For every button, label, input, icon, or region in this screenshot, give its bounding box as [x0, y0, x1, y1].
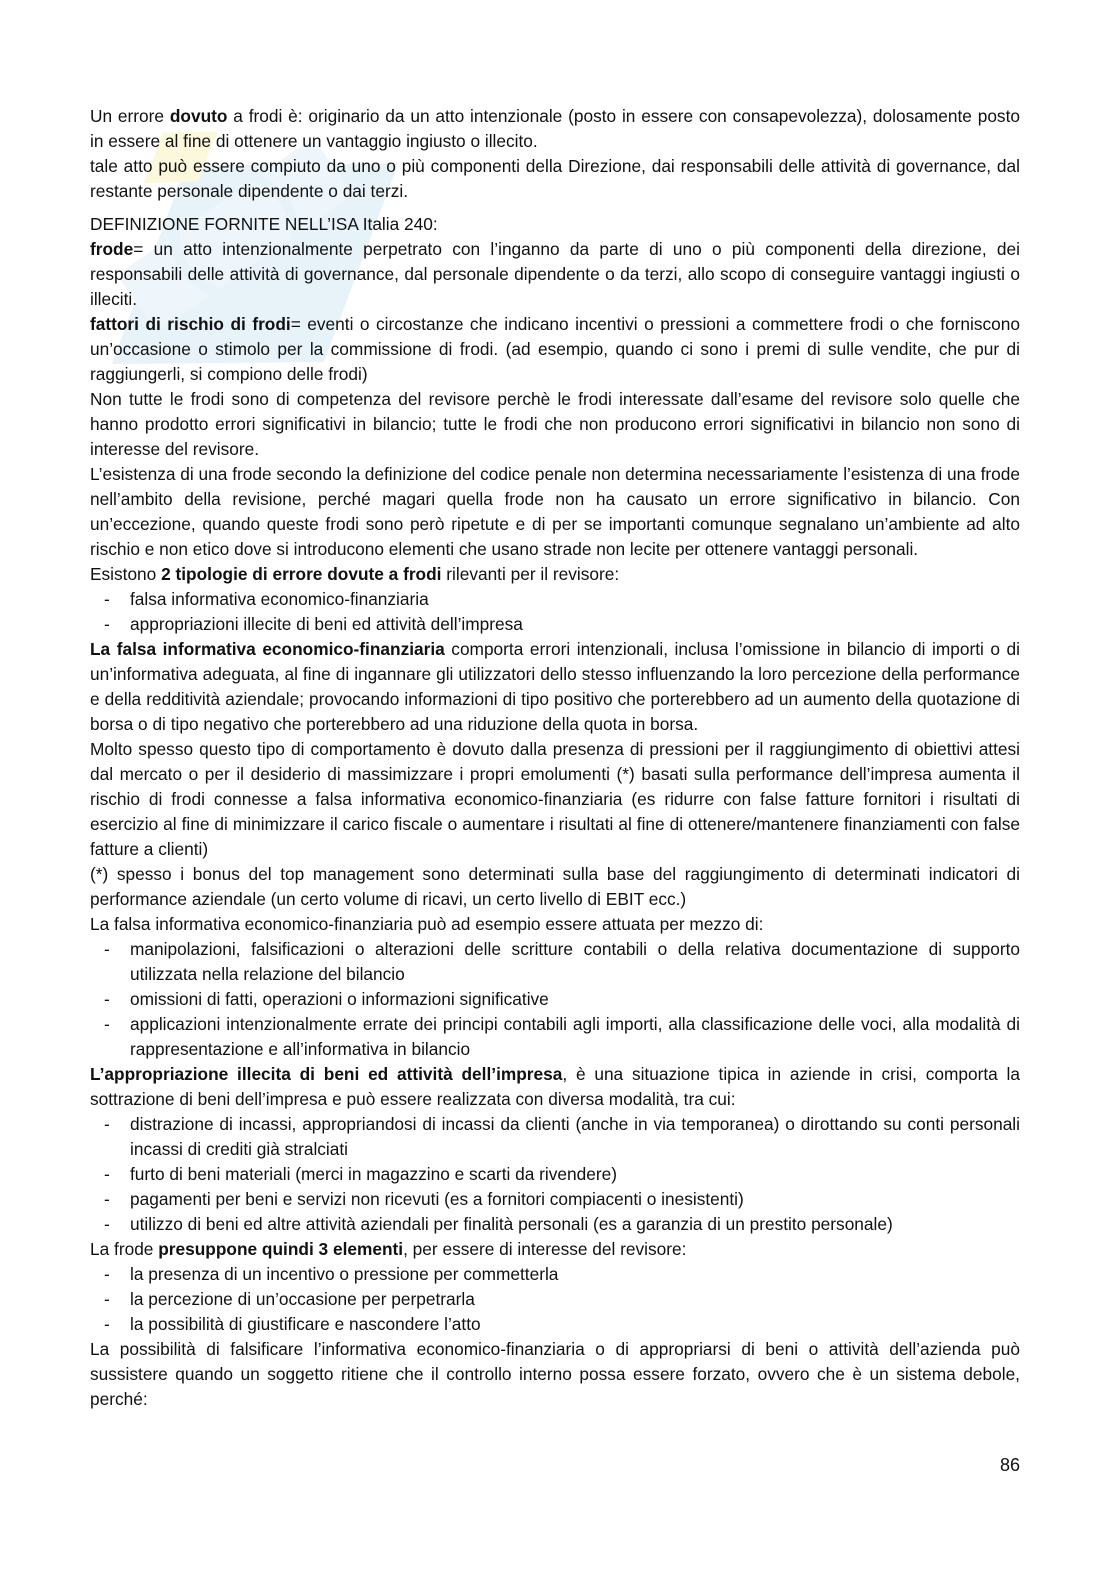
- paragraph: [90, 212, 1020, 237]
- text-run: La frode: [90, 1239, 159, 1259]
- text-run: a frodi è: originario da un atto intenzionale (posto in essere con consapevolezza), dolosamente posto in essere al fine di ottenere un vantaggio ingiusto o illecito.: [90, 106, 1020, 151]
- bold-text-run: presuppone quindi 3 elementi: [158, 1239, 404, 1259]
- text-run: tale atto può essere compiuto da uno o più componenti della Direzione, dai responsabili delle attività di governance, dal restante personale dipendente o dai terzi.: [90, 156, 1020, 201]
- text-run: L’esistenza di una frode secondo la definizione del codice penale non determina necessariamente l’esistenza di una frode nell’ambito della revisione, perché magari quella frode non ha causato un errore significativo in bilancio. Con un’eccezione, quando queste frodi sono però ripetute e di per se importanti comunque segnalano un’ambiente ad alto rischio e non etico dove si introducono elementi che usano strade non lecite per ottenere vantaggi personali.: [90, 464, 1020, 559]
- text-run: = eventi o circostanze che indicano incentivi o pressioni a commettere frodi o che forniscono un’occasione o stimolo per la commissione di frodi. (ad esempio, quando ci sono i premi di sulle vendite, che pur di raggiungerli, si compiono delle frodi): [90, 314, 1020, 384]
- dash-list: [90, 1262, 1020, 1337]
- text-run: comporta errori intenzionali, inclusa l’omissione in bilancio di importi o di un’informativa adeguata, al fine di ingannare gli utilizzatori dello stesso influenzando la loro percezione della performance e della redditività aziendale; provocando informazioni di tipo positivo che porterebbero ad un aumento della quotazione di borsa o di tipo negativo che porterebbero ad una riduzione della quota in borsa.: [90, 639, 1020, 734]
- page-number: 86: [999, 1455, 1020, 1475]
- paragraph: [90, 912, 1020, 937]
- list-item: - appropriazioni illecite di beni ed attività dell’impresa: [90, 612, 1020, 637]
- text-run: , per essere di interesse del revisore:: [403, 1239, 687, 1259]
- text-run: rilevanti per il revisore:: [441, 564, 620, 584]
- paragraph: [90, 387, 1020, 462]
- list-item: - pagamenti per beni e servizi non ricevuti (es a fornitori compiacenti o inesistenti): [90, 1187, 1020, 1212]
- paragraph: [90, 104, 1020, 154]
- paragraph: [90, 1337, 1020, 1412]
- paragraph: [90, 562, 1020, 587]
- paragraph: [90, 737, 1020, 862]
- list-item: - manipolazioni, falsificazioni o alterazioni delle scritture contabili o della relativa documentazione di supporto utilizzata nella relazione del bilancio: [90, 937, 1020, 987]
- bold-text-run: fattori di rischio di frodi: [90, 314, 291, 334]
- text-run: Molto spesso questo tipo di comportamento è dovuto dalla presenza di pressioni per il raggiungimento di obiettivi attesi dal mercato o per il desiderio di massimizzare i propri emolumenti (*) basati sulla performance dell’impresa aumenta il rischio di frodi connesse a falsa informativa economico-finanziaria (es ridurre con false fatture fornitori i risultati di esercizio al fine di minimizzare il carico fiscale o aumentare i risultati al fine di ottenere/mantenere finanziamenti con false fatture a clienti): [90, 739, 1020, 859]
- list-item: - applicazioni intenzionalmente errate dei principi contabili agli importi, alla classificazione delle voci, alla modalità di rappresentazione e all’informativa in bilancio: [90, 1012, 1020, 1062]
- dash-list: [90, 1112, 1020, 1237]
- text-run: = un atto intenzionalmente perpetrato con l’inganno da parte di uno o più componenti della direzione, dei responsabili delle attività di governance, dal personale dipendente o da terzi, allo scopo di conseguire vantaggi ingiusti o illeciti.: [90, 239, 1020, 309]
- bold-text-run: dovuto: [169, 106, 228, 126]
- bold-text-run: L’appropriazione illecita di beni ed attività dell’impresa: [90, 1064, 563, 1084]
- text-run: Esistono: [90, 564, 162, 584]
- text-run: Un errore: [90, 106, 170, 126]
- text-run: , è una situazione tipica in aziende in crisi, comporta la sottrazione di beni dell’impresa e può essere realizzata con diversa modalità, tra cui:: [90, 1064, 1021, 1109]
- text-run: La possibilità di falsificare l’informativa economico-finanziaria o di appropriarsi di beni o attività dell’azienda può sussistere quando un soggetto ritiene che il controllo interno possa essere forzato, ovvero che è un sistema debole, perché:: [90, 1339, 1020, 1409]
- paragraph: [90, 154, 1020, 204]
- list-item: - falsa informativa economico-finanziaria: [90, 587, 1020, 612]
- list-item: - la percezione di un’occasione per perpetrarla: [90, 1287, 1020, 1312]
- paragraph: [90, 312, 1020, 387]
- paragraph: [90, 862, 1020, 912]
- bold-text-run: frode: [90, 239, 134, 259]
- list-item: - furto di beni materiali (merci in magazzino e scarti da rivendere): [90, 1162, 1020, 1187]
- list-item: - distrazione di incassi, appropriandosi di incassi da clienti (anche in via temporanea) o dirottando su conti personali incassi di crediti già stralciati: [90, 1112, 1020, 1162]
- paragraph: [90, 462, 1020, 562]
- dash-list: [90, 587, 1020, 637]
- text-run: Non tutte le frodi sono di competenza del revisore perchè le frodi interessate dall’esame del revisore solo quelle che hanno prodotto errori significativi in bilancio; tutte le frodi che non producono errori significativi in bilancio non sono di interesse del revisore.: [90, 389, 1020, 459]
- text-run: DEFINIZIONE FORNITE NELL’ISA Italia 240:: [90, 214, 438, 234]
- bold-text-run: La falsa informativa economico-finanziaria: [90, 639, 445, 659]
- text-run: La falsa informativa economico-finanziaria può ad esempio essere attuata per mezzo di:: [90, 914, 764, 934]
- bold-text-run: 2 tipologie di errore dovute a frodi: [161, 564, 442, 584]
- list-item: - utilizzo di beni ed altre attività aziendali per finalità personali (es a garanzia di un prestito personale): [90, 1212, 1020, 1237]
- paragraph-gap: [90, 204, 1020, 212]
- paragraph: [90, 1237, 1020, 1262]
- text-run: (*) spesso i bonus del top management sono determinati sulla base del raggiungimento di determinati indicatori di performance aziendale (un certo volume di ricavi, un certo livello di EBIT ecc.): [90, 864, 1020, 909]
- list-item: - la presenza di un incentivo o pressione per commetterla: [90, 1262, 1020, 1287]
- list-item: - la possibilità di giustificare e nascondere l’atto: [90, 1312, 1020, 1337]
- document-body: [90, 104, 1020, 1412]
- paragraph: [90, 1062, 1020, 1112]
- paragraph: [90, 237, 1020, 312]
- list-item: - omissioni di fatti, operazioni o informazioni significative: [90, 987, 1020, 1012]
- dash-list: [90, 937, 1020, 1062]
- paragraph: [90, 637, 1020, 737]
